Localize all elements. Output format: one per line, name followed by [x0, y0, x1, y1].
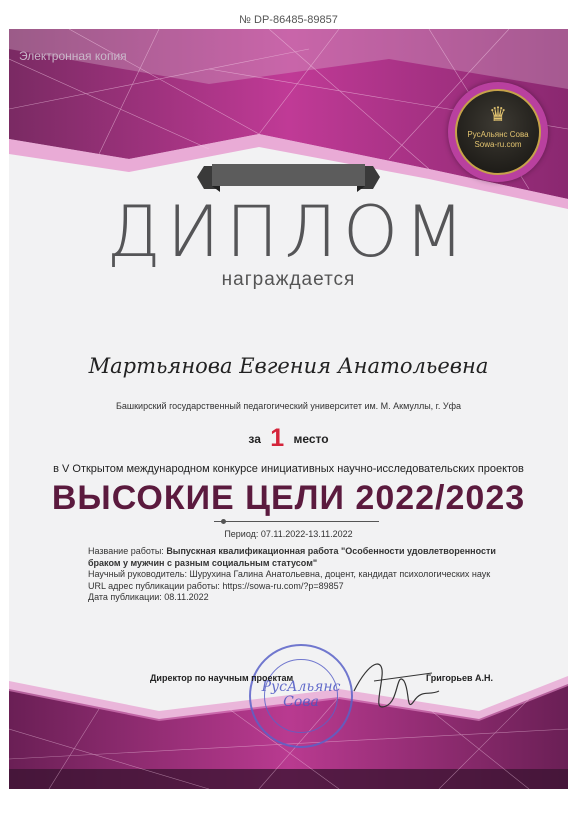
- organization-seal: [448, 82, 548, 182]
- work-details: [88, 546, 508, 604]
- work-name-value: Выпускная квалификационная работа "Особенности удовлетворенности браком у мужчин с разным социальным статусом": [88, 546, 496, 568]
- stamp-line-2: Сова: [283, 694, 319, 710]
- document-number: № DP-86485-89857: [239, 14, 338, 26]
- place-award: [9, 421, 568, 450]
- publication-date: Дата публикации: 08.11.2022: [88, 592, 209, 602]
- owl-icon: ♛: [489, 104, 507, 126]
- place-prefix: за: [248, 432, 261, 446]
- place-suffix: место: [293, 432, 329, 446]
- divider: [214, 521, 379, 522]
- seal-line-2: Sowa-ru.com: [474, 140, 522, 149]
- contest-description: в V Открытом международном конкурсе инициативных научно-исследовательских проектов: [53, 463, 524, 475]
- electronic-copy-watermark: Электронная копия: [19, 49, 127, 63]
- director-name: Григорьев А.Н.: [426, 673, 493, 683]
- diploma-title: ДИПЛОМ: [106, 191, 471, 273]
- contest-period: Период: 07.11.2022-13.11.2022: [224, 529, 353, 539]
- contest-title: ВЫСОКИЕ ЦЕЛИ 2022/2023: [51, 479, 526, 517]
- stamp-line-1: РусАльянс: [261, 679, 341, 695]
- work-name-label: Название работы:: [88, 546, 164, 556]
- divider-dot: [221, 519, 226, 524]
- director-title: Директор по научным проектам: [150, 673, 294, 683]
- supervisor: Научный руководитель: Шурухина Галина Анатольевна, доцент, кандидат психологических наук: [88, 569, 491, 579]
- official-stamp: [249, 644, 353, 748]
- place-number: 1: [270, 424, 285, 452]
- work-name: [88, 546, 508, 569]
- publication-url: URL адрес публикации работы: https://sowa-ru.com/?p=89857: [88, 580, 344, 591]
- recipient-organization: Башкирский государственный педагогический университет им. М. Акмуллы, г. Уфа: [115, 401, 461, 411]
- seal-line-1: РусАльянс Сова: [467, 130, 529, 139]
- diploma-sheet: [9, 29, 568, 789]
- handwritten-signature: [344, 651, 444, 721]
- recipient-name: Мартьянова Евгения Анатольевна: [88, 354, 489, 378]
- diploma-subtitle: награждается: [221, 269, 356, 290]
